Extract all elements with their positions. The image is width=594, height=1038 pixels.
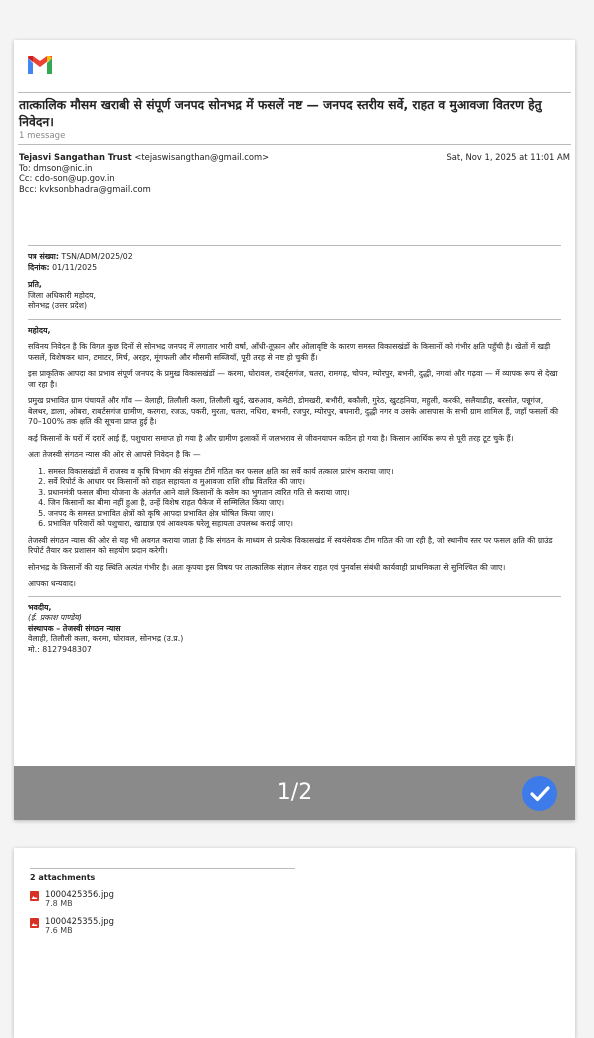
paragraph-6: तेजस्वी संगठन न्यास की ओर से यह भी अवगत कराया जाता है कि संगठन के माध्यम से प्रत्येक विकासखंड में स्वयंसेवक टीम गठित की जा रही है, जो स्थानीय स्तर पर फसल क्षति की ग्राउंड रिपोर्ट तैयार कर प्रशासन को सहयोग प्रदान करेगी। — [28, 535, 553, 555]
email-header — [19, 152, 570, 194]
date-label: दिनांक: — [28, 262, 50, 272]
sender-email[interactable]: <tejaswisangthan@gmail.com> — [134, 152, 270, 162]
attachment-name[interactable]: 1000425356.jpg — [45, 889, 114, 899]
divider — [18, 144, 571, 145]
letter-ref — [28, 252, 561, 273]
letter-body — [28, 240, 561, 655]
ref-label: पत्र संख्या: — [28, 252, 59, 261]
image-file-icon — [30, 891, 39, 901]
page-indicator: 1/2 — [276, 780, 313, 805]
divider — [28, 319, 561, 320]
divider — [30, 868, 295, 869]
attachment-size: 7.6 MB — [45, 926, 73, 935]
attachment-name[interactable]: 1000425355.jpg — [45, 916, 114, 926]
divider — [18, 92, 571, 93]
paragraph-2: इस प्राकृतिक आपदा का प्रभाव संपूर्ण जनपद के प्रमुख विकासखंडों — करमा, घोरावल, राबर्ट्सगंज, चतरा, रामगढ़, चोपन, म्योरपुर, बभनी, दुद्धी, नगवां और गढ़वा — में व्यापक रूप से देखा जा रहा है। — [28, 369, 558, 389]
email-subject: तात्कालिक मौसम खराबी से संपूर्ण जनपद सोनभद्र में फसलें नष्ट — जनपद स्तरीय सर्वे, राहत व मुआवजा वितरण हेतु निवेदन। — [19, 98, 542, 129]
attachment-item[interactable] — [30, 889, 114, 909]
signer-name: (ई. प्रकाश पाण्डेय) — [28, 613, 82, 622]
paragraph-5: अतः तेजस्वी संगठन न्यास की ओर से आपसे निवेदन है कि — — [28, 450, 201, 459]
salutation: महोदय, — [28, 325, 51, 335]
image-file-icon — [30, 918, 39, 928]
recipient-cc: Cc: cdo-son@up.gov.in — [19, 173, 115, 183]
sender-name[interactable]: Tejasvi Sangathan Trust — [19, 152, 132, 162]
list-item: 2. सर्वे रिपोर्ट के आधार पर किसानों को राहत सहायता व मुआवजा राशि शीघ्र वितरित की जाए। — [48, 477, 561, 488]
list-item: 1. समस्त विकासखंडों में राजस्व व कृषि विभाग की संयुक्त टीमें गठित कर फसल क्षति का सर्वे कार्य तत्काल प्रारंभ कराया जाए। — [48, 467, 561, 478]
list-item: 6. प्रभावित परिवारों को पशुचारा, खाद्यान्न एवं आवश्यक घरेलू सहायता उपलब्ध कराई जाए। — [48, 519, 561, 530]
document-page-2 — [14, 848, 575, 1038]
paragraph-1: सविनय निवेदन है कि विगत कुछ दिनों से सोनभद्र जनपद में लगातार भारी वर्षा, आँधी-तूफ़ान और ओलावृष्टि के कारण समस्त विकासखंडों के किसानों को गंभीर क्षति पहुँची है। खेतों में खड़ी फसलें, विशेषकर धान, टमाटर, मिर्च, अरहर, मूंगफली और मौसमी सब्जियाँ, पूरी तरह से नष्ट हो चुकी हैं। — [28, 342, 551, 362]
divider — [28, 245, 561, 246]
ref-value: TSN/ADM/2025/02 — [58, 252, 133, 261]
paragraph-4: कई किसानों के घरों में दरारें आई हैं, पशुचारा समाप्त हो गया है और ग्रामीण इलाकों में जलभराव से जीवनयापन कठिन हो गया है। किसान आर्थिक रूप से पूरी तरह टूट चुके हैं। — [28, 433, 514, 443]
thanks: आपका धन्यवाद। — [28, 579, 76, 588]
signature-block — [28, 603, 561, 656]
recipient-bcc: Bcc: kvksonbhadra@gmail.com — [19, 183, 151, 194]
list-item: 5. जनपद के समस्त प्रभावित क्षेत्रों को कृषि आपदा प्रभावित क्षेत्र घोषित किया जाए। — [48, 509, 561, 520]
date-value: 01/11/2025 — [49, 262, 98, 272]
list-item: 3. प्रधानमंत्री फसल बीमा योजना के अंतर्गत आने वाले किसानों के क्लेम का भुगतान त्वरित गति से कराया जाए। — [48, 488, 561, 499]
paragraph-3: प्रमुख प्रभावित ग्राम पंचायतें और गाँव — वेलाही, तिलौली कला, तिलौली खुर्द, खरुआव, कमेटी, डोमखरी, बभौरी, बकौली, गुरेठ, खुटहनिया, महुली, करकी, सलैयाडीह, बरसोत, पन्नूगंज, बेलथर, डाला, ओबरा, राबर्टसगंज ग्रामीण, करगरा, रजऊ, पकरी, मुरता, चतरा, नधिरा, बभनी, रजपुर, म्योरपुर, बघनारी, दुद्धी नगर व उसके आसपास के सभी ग्राम शामिल हैं, जहाँ फसलों की 70–100% तक क्षति की सूचना प्राप्त हुई है। — [28, 396, 558, 426]
prati: प्रति, — [28, 280, 42, 289]
paragraph-7: सोनभद्र के किसानों की यह स्थिति अत्यंत गंभीर है। अतः कृपया इस विषय पर तात्कालिक संज्ञान लेकर राहत एवं पुनर्वास संबंधी कार्यवाही प्राथमिकता से सुनिश्चित की जाए। — [28, 562, 506, 572]
list-item: 4. जिन किसानों का बीमा नहीं हुआ है, उन्हें विशेष राहत पैकेज में सम्मिलित किया जाए। — [48, 498, 561, 509]
recipient-to: To: dmson@nic.in — [19, 162, 93, 173]
attachment-item[interactable] — [30, 916, 114, 936]
signer-title: संस्थापक – तेजस्वी संगठन न्यास — [28, 623, 121, 633]
address-line-2: सोनभद्र (उत्तर प्रदेश) — [28, 301, 88, 310]
signer-address: वेलाही, तिलौली कला, करमा, घोरावल, सोनभद्र (उ.प्र.) — [28, 634, 184, 643]
checkmark-icon — [522, 776, 557, 811]
signer-mobile: मो.: 8127948307 — [28, 644, 92, 654]
address-line-1: जिला अधिकारी महोदय, — [28, 290, 97, 300]
gmail-logo-icon — [26, 54, 54, 80]
done-button[interactable] — [522, 776, 557, 811]
letter-address — [28, 280, 561, 312]
closing: भवदीय, — [28, 602, 52, 612]
email-date: Sat, Nov 1, 2025 at 11:01 AM — [446, 152, 570, 162]
request-list — [28, 467, 561, 530]
document-page-1 — [14, 40, 575, 820]
message-count: 1 message — [19, 131, 66, 141]
attachment-size: 7.8 MB — [45, 899, 73, 908]
page-viewer-footer — [14, 766, 575, 820]
attachments-title: 2 attachments — [30, 873, 96, 882]
divider — [28, 596, 561, 597]
